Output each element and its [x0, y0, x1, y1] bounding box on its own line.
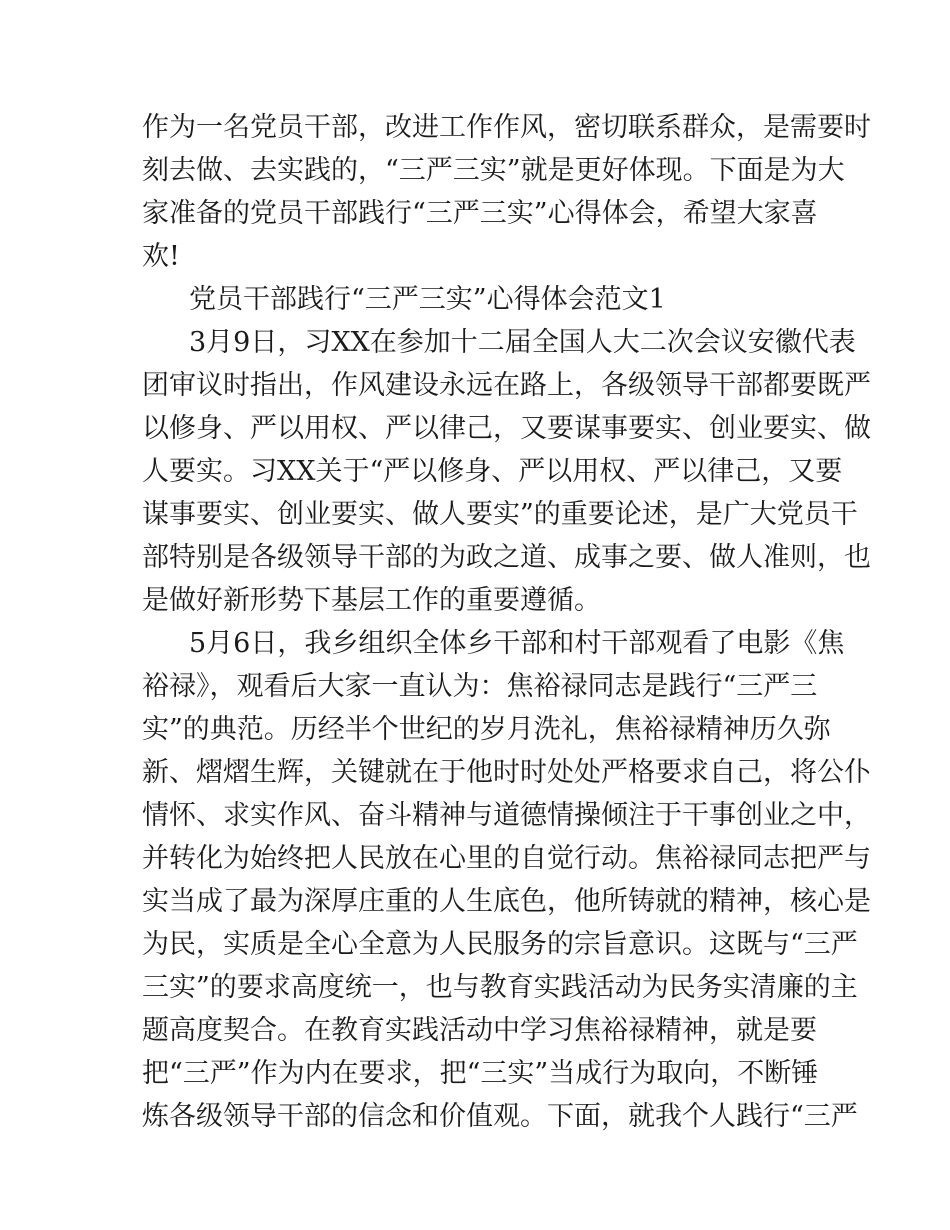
body-line: 人要实。习XX关于“严以修身、严以用权、严以律己，又要: [142, 456, 843, 487]
body-line: 新、熠熠生辉，关键就在于他时时处处严格要求自己，将公仆: [142, 757, 871, 788]
body-line: 以修身、严以用权、严以律己，又要谋事要实、创业要实、做: [142, 413, 871, 444]
body-line: 5月6日，我乡组织全体乡干部和村干部观看了电影《焦: [189, 628, 845, 659]
body-line: 3月9日，习XX在参加十二届全国人大二次会议安徽代表: [189, 327, 856, 358]
body-line: 是做好新形势下基层工作的重要遵循。: [142, 585, 601, 616]
body-line: 作为一名党员干部，改进工作作风，密切联系群众，是需要时: [142, 112, 871, 143]
body-line: 三实”的要求高度统一，也与教育实践活动为民务实清廉的主: [142, 972, 858, 1003]
body-line: 实”的典范。历经半个世纪的岁月洗礼，焦裕禄精神历久弥: [142, 714, 831, 745]
body-line: 为民，实质是全心全意为人民服务的宗旨意识。这既与“三严: [142, 929, 858, 960]
body-line: 刻去做、去实践的，“三严三实”就是更好体现。下面是为大: [142, 155, 845, 186]
body-line: 家准备的党员干部践行“三严三实”心得体会，希望大家喜: [142, 198, 818, 229]
body-line: 欢!: [142, 241, 180, 272]
section-heading: 党员干部践行“三严三实”心得体会范文1: [189, 284, 666, 315]
body-line: 题高度契合。在教育实践活动中学习焦裕禄精神，就是要: [142, 1015, 817, 1046]
body-line: 团审议时指出，作风建设永远在路上，各级领导干部都要既严: [142, 370, 871, 401]
body-line: 实当成了最为深厚庄重的人生底色，他所铸就的精神，核心是: [142, 886, 871, 917]
body-line: 把“三严”作为内在要求，把“三实”当成行为取向，不断锤: [142, 1058, 819, 1089]
body-line: 并转化为始终把人民放在心里的自觉行动。焦裕禄同志把严与: [142, 843, 871, 874]
body-line: 情怀、求实作风、奋斗精神与道德情操倾注于干事创业之中，: [142, 800, 871, 831]
body-line: 炼各级领导干部的信念和价值观。下面，就我个人践行“三严: [142, 1101, 858, 1132]
body-line: 部特别是各级领导干部的为政之道、成事之要、做人准则，也: [142, 542, 871, 573]
body-line: 裕禄》，观看后大家一直认为：焦裕禄同志是践行“三严三: [142, 671, 818, 702]
body-line: 谋事要实、创业要实、做人要实”的重要论述，是广大党员干: [142, 499, 858, 530]
